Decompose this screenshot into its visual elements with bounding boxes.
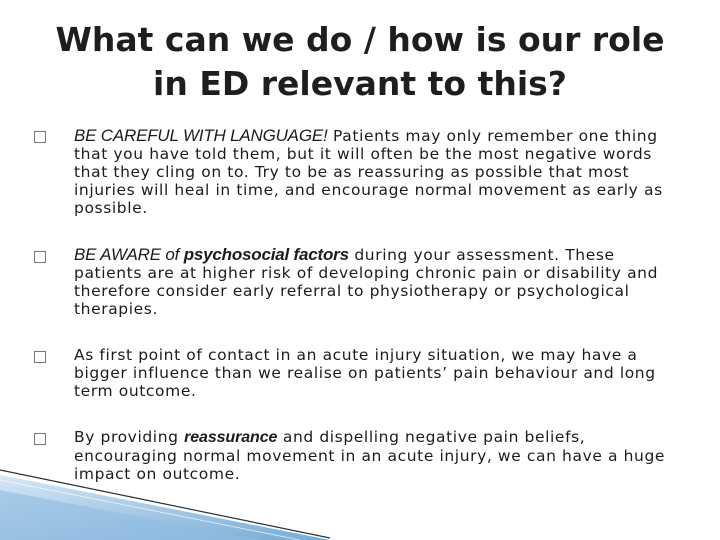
reassurance-term: reassurance xyxy=(184,429,278,446)
list-item-prefix: By providing xyxy=(74,428,185,446)
hollow-square-bullet-icon xyxy=(34,251,46,263)
language-warning-heading: BE CAREFUL WITH LANGUAGE! xyxy=(74,126,328,145)
list-item xyxy=(74,246,674,318)
psychosocial-factors-term: psychosocial factors xyxy=(183,245,349,264)
list-item xyxy=(74,346,674,400)
title-line-1: What can we do / how is our role xyxy=(55,20,665,59)
hollow-square-bullet-icon xyxy=(34,433,46,445)
hollow-square-bullet-icon xyxy=(34,131,46,143)
title-line-2: in ED relevant to this? xyxy=(153,64,567,103)
list-item xyxy=(74,428,674,483)
aware-heading: BE AWARE of xyxy=(74,245,184,264)
list-item-text: Patients may only remember one thing that you have told them, but it will often be the most negative words that they cling on to. Try to be as reassuring as possible that most injuries will heal in time, and encourage normal movement as early as possible. xyxy=(74,127,663,217)
list-item-text: and dispelling negative pain beliefs, encouraging normal movement in an acute injury, we can have a huge impact on outcome. xyxy=(74,428,666,483)
slide-title xyxy=(40,18,680,106)
list-item-text: during your assessment. These patients are at higher risk of developing chronic pain or disability and therefore consider early referral to physiotherapy or psychological therapies. xyxy=(74,246,659,318)
list-item xyxy=(74,127,674,217)
list-item-text: As first point of contact in an acute injury situation, we may have a bigger influence than we realise on patients’ pain behaviour and long term outcome. xyxy=(74,346,656,400)
hollow-square-bullet-icon xyxy=(34,351,46,363)
